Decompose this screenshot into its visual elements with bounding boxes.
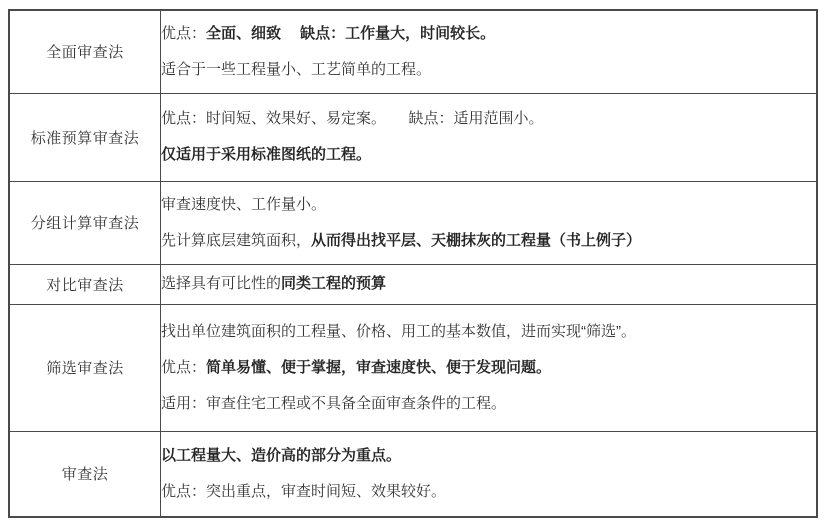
method-name-cell: 分组计算审查法 xyxy=(9,181,161,264)
text-segment: 优点： xyxy=(161,24,207,42)
text-segment: 适合于一些工程量小、工艺简单的工程。 xyxy=(161,60,432,78)
text-segment: 适用：审查住宅工程或不具备全面审查条件的工程。 xyxy=(161,394,507,412)
description-line xyxy=(161,52,816,88)
table-row xyxy=(9,264,817,304)
description-cell xyxy=(161,431,818,517)
bold-text-segment: 仅适用于采用标准图纸的工程。 xyxy=(161,146,372,163)
bold-text-segment: 简单易懂、便于掌握，审查速度快、便于发现问题。 xyxy=(206,358,552,376)
description-cell xyxy=(161,10,818,93)
text-segment: 优点： xyxy=(161,358,207,376)
method-name-cell: 标准预算审查法 xyxy=(9,93,161,181)
description-line xyxy=(161,16,816,52)
table-row xyxy=(9,10,817,93)
description-line xyxy=(161,187,816,223)
text-segment: 优点：时间短、效果好、易定案。 缺点：适用范围小。 xyxy=(161,110,544,127)
review-methods-table-body xyxy=(9,10,817,517)
description-line xyxy=(161,314,816,350)
bold-text-segment: 全面、细致 缺点：工作量大，时间较长。 xyxy=(206,24,496,42)
table-row xyxy=(9,93,817,181)
table-row xyxy=(9,431,817,517)
method-name-cell: 对比审查法 xyxy=(9,264,161,304)
table-row xyxy=(9,181,817,264)
text-segment: 找出单位建筑面积的工程量、价格、用工的基本数值，进而实现“筛选”。 xyxy=(161,322,636,340)
description-cell xyxy=(161,93,818,181)
bold-text-segment: 以工程量大、造价高的部分为重点。 xyxy=(161,446,402,464)
method-name-cell: 全面审查法 xyxy=(9,10,161,93)
description-line xyxy=(161,350,816,386)
description-line xyxy=(161,223,816,259)
text-segment: 优点：突出重点，审查时间短、效果较好。 xyxy=(161,482,447,500)
description-line xyxy=(161,474,816,510)
table-row xyxy=(9,304,817,431)
description-line xyxy=(161,386,816,422)
review-methods-table xyxy=(8,9,818,518)
method-name-cell: 筛选审查法 xyxy=(9,304,161,431)
description-line xyxy=(161,137,816,173)
description-line xyxy=(161,101,816,137)
text-segment: 审查速度快、工作量小。 xyxy=(161,195,327,213)
description-cell xyxy=(161,181,818,264)
description-cell xyxy=(161,264,818,304)
description-cell xyxy=(161,304,818,431)
text-segment: 选择具有可比性的 xyxy=(161,275,282,292)
method-name-cell: 审查法 xyxy=(9,431,161,517)
description-line xyxy=(161,438,816,474)
description-line xyxy=(161,266,816,302)
text-segment: 先计算底层建筑面积， xyxy=(161,231,312,249)
bold-text-segment: 同类工程的预算 xyxy=(281,275,387,292)
bold-text-segment: 从而得出找平层、天棚抹灰的工程量（书上例子） xyxy=(311,231,642,249)
